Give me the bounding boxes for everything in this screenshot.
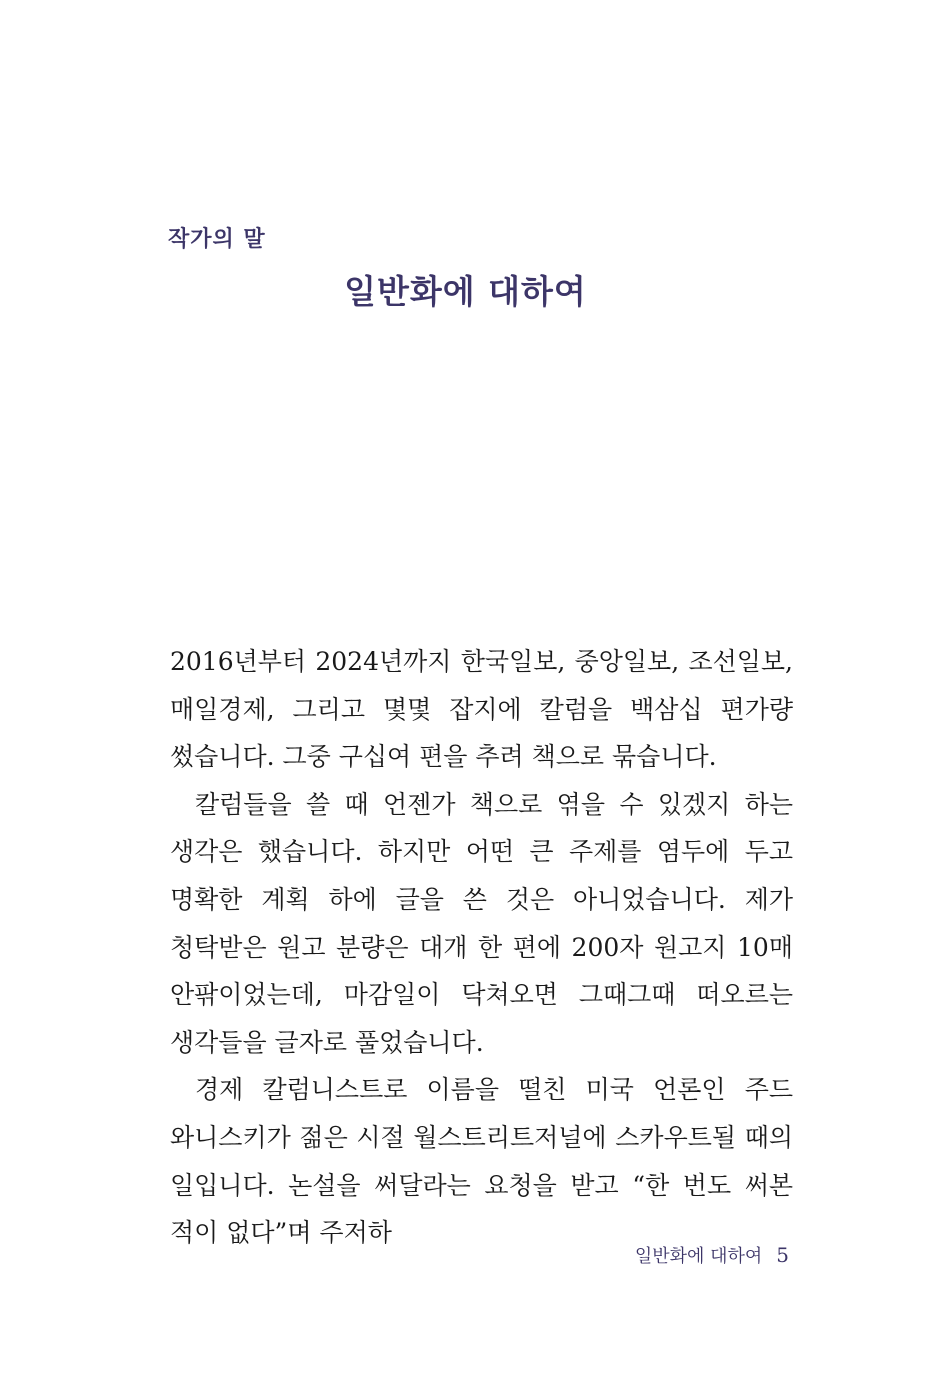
page-footer <box>635 1242 789 1268</box>
paragraph-3: 경제 칼럼니스트로 이름을 떨친 미국 언론인 주드 와니스키가 젊은 시절 월스트리트저널에 스카우트될 때의 일입니다. 논설을 써달라는 요청을 받고 “한 번도 써본 적이 없다”며 주저하 <box>170 1075 793 1248</box>
running-title: 일반화에 대하여 <box>634 1246 763 1267</box>
page-number: 5 <box>776 1243 789 1267</box>
paragraph-1: 2016년부터 2024년까지 한국일보, 중앙일보, 조선일보, 매일경제, 그리고 몇몇 잡지에 칼럼을 백삼십 편가량 썼습니다. 그중 구십여 편을 추려 책으로 묶습니다. <box>170 647 793 772</box>
chapter-title: 일반화에 대하여 <box>344 272 587 311</box>
body-text <box>170 638 793 1257</box>
section-label: 작가의 말 <box>168 227 266 252</box>
paragraph-2: 칼럼들을 쓸 때 언젠가 책으로 엮을 수 있겠지 하는 생각은 했습니다. 하지만 어떤 큰 주제를 염두에 두고 명확한 계획 하에 글을 쓴 것은 아니었습니다. 제가 청탁받은 원고 분량은 대개 한 편에 200자 원고지 10매 안팎이었는데, 마감일이 닥쳐오면 그때그때 떠오르는 생각들을 글자로 풀었습니다. <box>170 789 793 1057</box>
